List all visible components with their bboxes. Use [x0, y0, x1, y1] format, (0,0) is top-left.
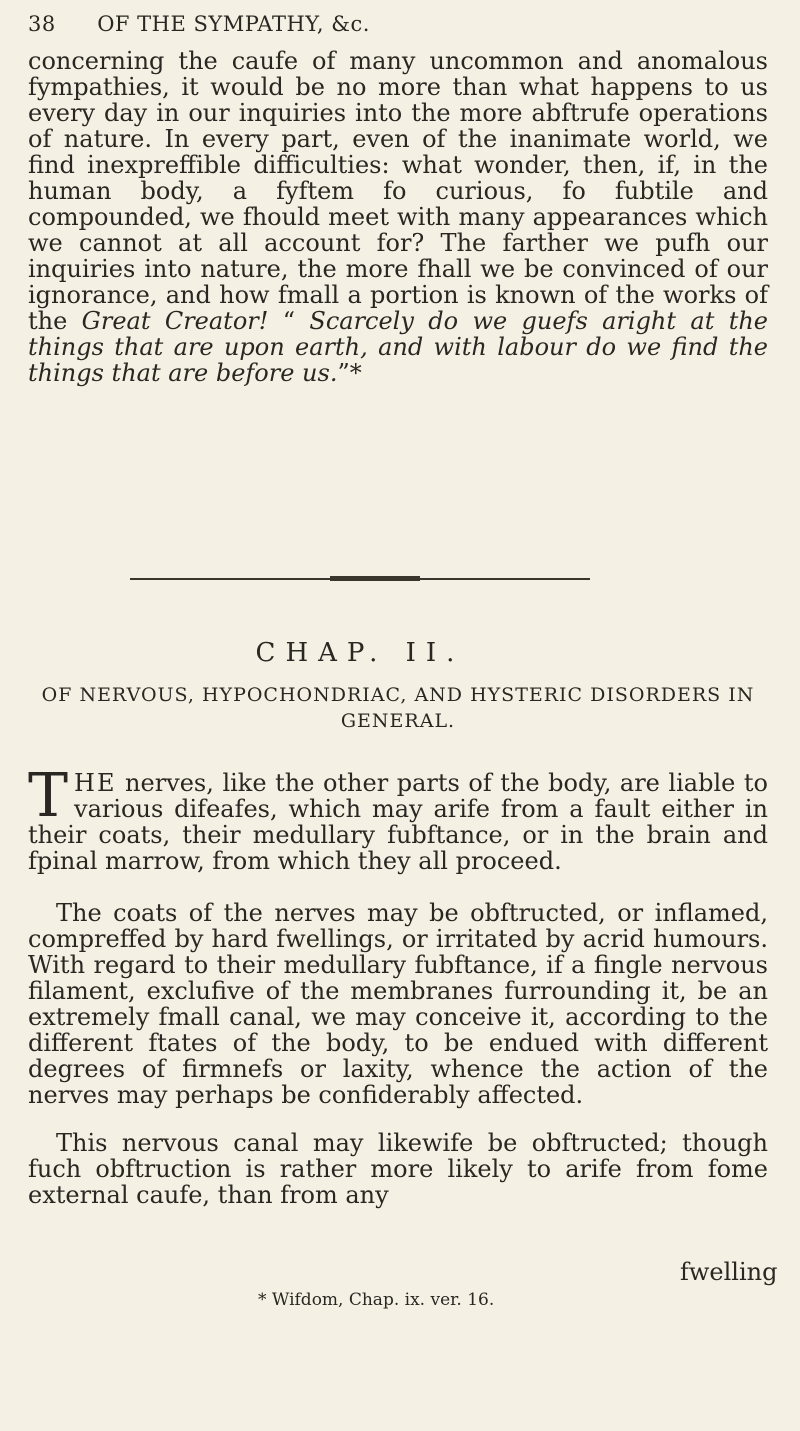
footnote: * Wifdom, Chap. ix. ver. 16. [258, 1290, 495, 1310]
quote-open: “ [268, 307, 310, 335]
chapter-heading: CHAP. II. [255, 638, 465, 668]
drop-cap: T [28, 761, 69, 831]
paragraph-nerves [28, 761, 768, 875]
page-number: 38 [28, 12, 56, 36]
running-title: OF THE SYMPATHY, &c. [97, 12, 370, 36]
section-divider-ornament [330, 576, 420, 581]
paragraph-intro [28, 48, 768, 386]
paragraph-coats: The coats of the nerves may be obftructed, or inflamed, compreffed by hard fwellings, or irritated by acrid humours. With regard to their medullary fubftance, if a fingle nervous filament, exclufive of the membranes furrounding it, be an extremely fmall canal, we may conceive it, according to the different ftates of the body, to be endued with different degrees of firmnefs or laxity, whence the action of the nerves may perhaps be confiderably affected. [28, 899, 768, 1109]
chapter-subheading: OF NERVOUS, HYPOCHONDRIAC, AND HYSTERIC DISORDERS IN GENERAL. [41, 684, 755, 732]
quote-close: ”* [337, 359, 362, 387]
catchword: fwelling [680, 1258, 778, 1286]
paragraph-intro-text: concerning the caufe of many uncommon and anomalous fympathies, it would be no more than what happens to us every day in our inquiries into the more abftrufe operations of nature. In every part, even of the inanimate world, we find inexpreffible difficulties: what wonder, then, if, in the human body, a fyftem fo curious, fo fubtile and compounded, we fhould meet with many appearances which we cannot at all account for? The farther we pufh our inquiries into nature, the more fhall we be convinced of our ignorance, and how fmall a portion is known of the works of the [28, 47, 768, 335]
running-head [28, 12, 688, 36]
paragraph-nerves-text: nerves, like the other parts of the body, are liable to various difeafes, which may arife from a fault either in their coats, their medullary fubftance, or in the brain and fpinal marrow, from which they all proceed. [28, 769, 768, 875]
lead-word: HE [74, 769, 117, 797]
scripture-quote: Scarcely do we guefs aright at the things that are upon earth, and with labour do we find the things that are before us. [28, 307, 769, 387]
great-creator-phrase: Great Creator! [81, 307, 269, 335]
paragraph-canal: This nervous canal may likewife be obftructed; though fuch obftruction is rather more likely to arife from fome external caufe, than from any [28, 1129, 768, 1209]
